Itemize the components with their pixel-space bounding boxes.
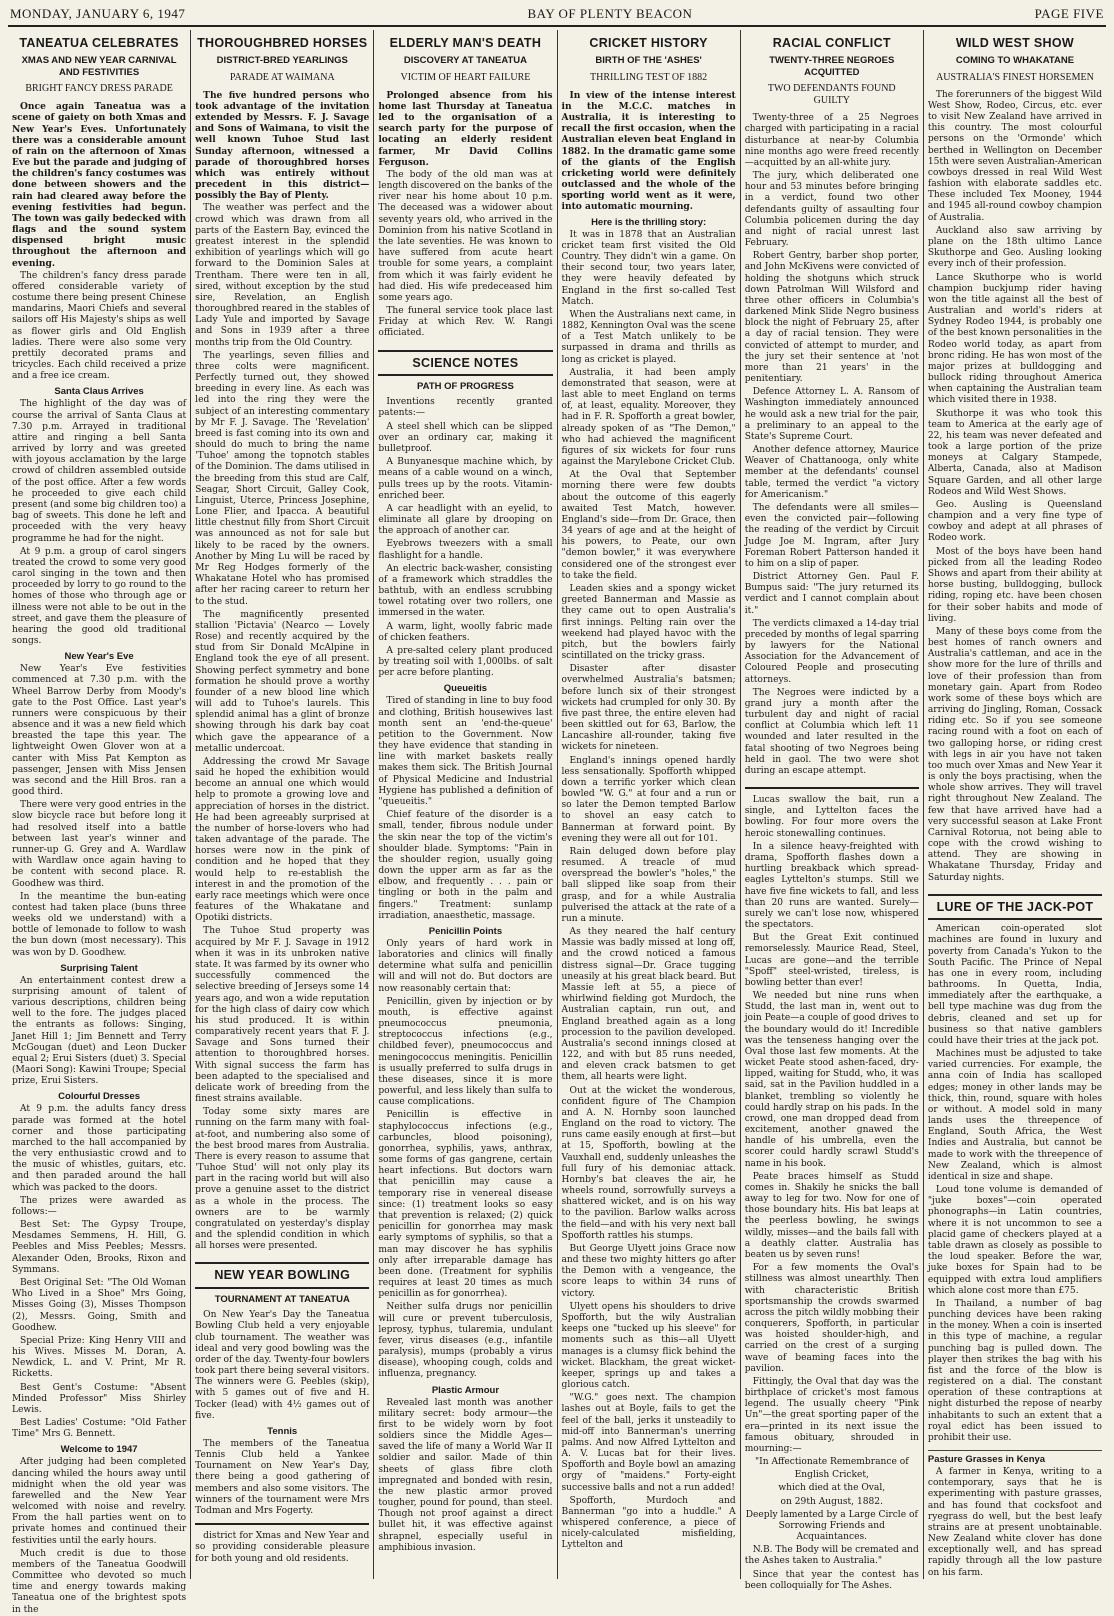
paragraph: Ulyett opens his shoulders to drive Spofforth, but the wily Australian keeps one "tucked up his sleeve" for moments such as this—all Ulyett manages is a clumsy flick behind the wicket. Blackham, the great wicket-keeper, springs up and takes a glorious catch.	[561, 1301, 736, 1391]
obituary-line: N.B. The Body will be cremated and the Ashes taken to Australia."	[744, 1545, 919, 1567]
lead-paragraph: The five hundred persons who took advantage of the invitation extended by Messrs. F. J. Savage and Sons of Waimana, to visit the well known Tuhoe Stud last Sunday afternoon, witnessed a parade of thoroughbred horses which was entirely without precedent in this district—possibly the Bay of Plenty.	[195, 89, 370, 202]
paragraph: The Tuhoe Stud property was acquired by Mr F. J. Savage in 1912 when it was in its unbroken native state. It was farmed by its owner who successfully commenced the selective breeding of Jerseys some 14 years ago, and won a wide reputation for the high class of dairy cow which his stud produced. It is within comparatively recent years that F. J. Savage and Sons turned their attention to thoroughbred horses. With signal success the farm has been adapted to the specialised and delicate work of breeding from the finest strains available.	[195, 926, 370, 1105]
subheadline-secondary: TWO DEFENDANTS FOUND GUILTY	[767, 83, 896, 107]
paragraph: American coin-operated slot machines are found in luxury and poverty from Canada's Yukon to the South Pacific. The Prince of Nepal has one in every room, including bathrooms. In Quetta, India, immediately after the earthquake, a bell type machine was dug from the debris, cleaned and set up for business so that native gamblers could have their tries at the jack pot.	[927, 924, 1103, 1046]
headline: NEW YEAR BOWLING	[195, 1262, 369, 1288]
paragraph: But George Ulyett joins Grace now and these two mighty hitters go after the Demon with a vengeance, the score leaps to within 34 runs of victory.	[561, 1243, 736, 1299]
lead-paragraph: Prolonged absence from his home last Thursday at Taneatua led to the organisation of a search party for the purpose of locating an elderly resident farmer, Mr David Collins Ferguson.	[378, 89, 553, 168]
columns	[8, 30, 1106, 1615]
headline: LURE OF THE JACK-POT	[928, 894, 1102, 920]
paragraph: The defendants were all smiles—even the convicted pair—following the reading of the verdict by Circuit Judge Joe M. Ingram, after Jury Foreman Robert Patterson handed it to him on a slip of paper.	[744, 503, 919, 569]
paragraph: Robert Gentry, barber shop porter, and John McKivens were convicted of holding the shotguns which struck down Patrolman Will Wilsford and three other officers in Columbia's darkened Mink Slide Negro business block the night of February 25, after a day of racial tension. They were convicted of attempt to murder, and the jury set their sentence at 'not more than 21 years' in the penitentiary.	[744, 251, 919, 385]
paragraph: Skuthorpe it was who took this team to America at the early age of 22, his team was never defeated and took a large portion of the prize moneys at Calgary Stampede, Alberta, Canada, also at Madison Square Garden, and all other large Rodeos and Wild West Shows.	[927, 408, 1103, 497]
subheadline-secondary: AUSTRALIA'S FINEST HORSEMEN	[936, 71, 1094, 83]
paragraph: Geo. Ausling is Queensland champion and a very fine type of cowboy and adept at all phrases of Rodeo work.	[927, 499, 1103, 544]
headline: WILD WEST SHOW	[955, 36, 1074, 50]
section-heading: Plastic Armour	[431, 1384, 500, 1396]
paragraph: A farmer in Kenya, writing to a contemporary, says that he is experimenting with pasture grasses, and has found that cocksfoot and ryegrass do well, but the best leafy strains are at present unobtainable. New Zealand white clover has done exceptionally well, and has spread rapidly through all the low pasture on his farm.	[927, 1467, 1103, 1578]
story-elderly-mans-death	[378, 36, 552, 340]
column-1	[8, 30, 191, 1615]
story-taneatua-celebrates	[12, 36, 186, 1616]
subheadline: BIRTH OF THE 'ASHES'	[595, 55, 702, 67]
subheadline-secondary: VICTIM OF HEART FAILURE	[400, 71, 531, 83]
subheadline: TWENTY-THREE NEGROES ACQUITTED	[769, 55, 895, 78]
story-cricket-history	[562, 36, 736, 1552]
paragraph: In the meantime the bun-eating contest had taken place (buns three weeks old we understand) with a bottle of lemonade to follow to wash the bun down (most necessary). This was won by D. Goodhew.	[12, 891, 187, 958]
paragraph: Best Gent's Costume: "Absent Minded Professor" Miss Shirley Lewis.	[12, 1382, 187, 1415]
paragraph: Penicillin is effective in staphylococcus infections (e.g., carbuncles, blood poisoning), gonorrhea, syphilis, yaws, anthrax, some forms of gas gangrene, certain heart infections. But doctors warn that penicillin may cause a temporary rise in venereal disease since: (1) treatment looks so easy that prevention is relaxed; (2) quick penicillin for gonorrhea may mask early symptoms of syphilis, so that a man may discover he has syphilis only after irreparable damage has been done. (Treatment for syphilis requires at least 20 times as much penicillin as for gonorrhea).	[378, 1110, 553, 1300]
headline: CRICKET HISTORY	[589, 36, 708, 50]
issue-date: MONDAY, JANUARY 6, 1947	[10, 6, 186, 21]
paragraph: Best Original Set: "The Old Woman Who Lived in a Shoe" Mrs Going, Misses Going (3), Misses Thompson (2), Messrs. Going, Smith and Goodhew.	[12, 1278, 187, 1333]
paragraph: The Negroes were indicted by a grand jury a month after the turbulent day and night of racial conflict at Columbia which left 11 wounded and later resulted in the fatal shooting of two Negroes being held in gaol. The two were shot during an escape attempt.	[744, 687, 919, 776]
paragraph: Another defence attorney, Maurice Weaver of Chattanooga, only white member at the defendants' counsel table, termed the verdict "a victory for Americanism."	[744, 445, 919, 500]
subheadline-secondary: PARADE AT WAIMANA	[229, 71, 335, 83]
paragraph: An entertainment contest drew a surprising amount of talent of various descriptions, children being well to the fore. The judges placed the entrants as follows: Singing, Janet Hill 1; Jim Bennett and Terry McGougan (duet) and Leon Ducker equal 2; Erui Sisters (duet) 3. Special (Maori Song): Kawini Troupe; Special prize, Erui Sisters.	[12, 975, 187, 1087]
paragraph: After judging had been completed dancing whiled the hours away until midnight when the old year was farewelled and the New Year welcomed with noise and revelry. From the hall parties went on to private homes and continued their festivities until the early hours.	[12, 1457, 187, 1546]
paragraph: There were very good entries in the slow bicycle race but before long it had resolved itself into a battle between last year's winner and runner-up G. Grey and A. Wardlaw with Wardlaw once again having to be content with second place. R. Goodhew was third.	[12, 800, 187, 889]
paragraph: For a few moments the Oval's stillness was almost unearthly. Then with characteristic British sportsmanship the crowds swarmed across the pitch wildly mobbing their conquerers, Spofforth, in particular was hoisted shoulder-high, and carried on the crest of a surging wave of beaming faces into the pavilion.	[744, 1263, 919, 1374]
paragraph: At 9 p.m. a group of carol singers treated the crowd to some very good carol singing in the town and then proceeded by lorry to go round to the homes of those who through age or illness were not able to be out in the street, and gave them the pleasure of hearing the good old traditional songs.	[12, 546, 187, 647]
paragraph: The magnificently presented stallion 'Pictavia' (Nearco — Lovely Rose) and recently acquired by the stud from Sir Donald McAlpine in England took the eye of all present. Showing perfect symmetry and bone formation he should prove a worthy founder of a new blood line which will add to Tuhoe's laurels. This splendid animal has a glint of bronze showing through his dark bay coat which gave the appearance of a metallic undercoat.	[195, 609, 370, 754]
paragraph: Australia, it had been amply demonstrated that season, were at last able to meet England on terms of, at least, equality. Moreover, they had in F. R. Spofforth a great bowler, already spoken of as "The Demon," who had achieved the magnificent figures of six wickets for four runs against the Marylebone Cricket Club.	[561, 367, 736, 468]
paragraph: In Thailand, a number of bag punching devices have been raking in the money. When a coin is inserted in this type of machine, a regular punching bag is pulled down. The player then strikes the bag with his fist and the force of the blow is registered on a dial. The constant operation of these contraptions at night disturbed the repose of nearby inhabitants to such an extent that a royal edict has been issued to prohibit their use.	[927, 1298, 1103, 1443]
paragraph: In a silence heavy-freighted with drama, Spofforth flashes down a hurtling breakback which spread-eagles Lyttelton's stumps. Still we have five fine wickets to fall, and less than 20 runs are wanted. Surely—surely we can't lose now, whispered the spectators.	[744, 841, 919, 931]
paragraph: Since that year the contest has been colloquially for The Ashes.	[744, 1569, 919, 1591]
paragraph: At the Oval that September morning there were few doubts about the outcome of this eagerly awaited Test Match, however. England's side—from Dr. Grace, then 34 years of age and at the height of his powers, to Peate, our own "demon bowler," it was everywhere considered one of the strongest ever to take the field.	[561, 470, 736, 581]
headline: ELDERLY MAN'S DEATH	[389, 36, 542, 50]
paper-title: BAY OF PLENTY BEACON	[527, 6, 693, 21]
paragraph: Special Prize: King Henry VIII and his Wives. Misses M. Doran, A. Newdick, L. and V. Print, Mr R. Ricketts.	[12, 1335, 187, 1380]
paragraph: The yearlings, seven fillies and three colts were magnificent. Perfectly turned out, they showed breeding in every line. As each was led into the ring they were the subject of an interesting commentary by Mr F. J. Savage. The 'Revelation' breed is fast coming into its own and should do much to bring the name 'Tuhoe' among the topnotch stables of the Dominion. The dams utilised in the breeding from this stud are Calf, Seagar, Short Circuit, Galley Cook, Linguist, Uterce, Princess Josephine, Lone Flier, and Ipacca. A beautiful little chestnut filly from Short Circuit was announced as not for sale but likely to be raced by the owners. Another by Ming Lu will be raced by Mr Reg Hodges formerly of the Whakatane Hotel who has promised after her racing career to return her to the stud.	[195, 350, 370, 607]
paragraph: Lance Skuthorpe who is world champion buckjump rider having won the title against all the best of Australian and world's riders at Sydney Rodeo 1944, is probably one of the best known personalities in the Rodeo world today, as apart from bronc riding. He has won most of the major prizes at bulldogging and bullock riding throughout America when captaining the Australian team which visited there in 1938.	[927, 272, 1103, 406]
divider	[195, 1523, 369, 1525]
paragraph: Many of these boys come from the best homes of ranch owners and Australia's cattleman, and ace in the show more for the lure of thrills and love of their profession than from monetary gain. Apart from Rodeo work some of these boys which are arriving do Jingling, Roman, Cossack riding etc. So if you see someone racing round with a foot on each of two galloping horse, or riding crest with legs in air you have not taken too much over Xmas and New Year it is only the boys practising, when the whole show arrives. They will travel right throughout New Zealand. The few that have arrived have had a very successful season at Lake Front Carnival Rotorua, not being able to cope with the crowd wishing to attend. They are showing in Whakatane Thursday, Friday and Saturday nights.	[927, 626, 1103, 883]
subheadline: DISTRICT-BRED YEARLINGS	[216, 55, 348, 67]
continued-paragraph: district for Xmas and New Year and so providing considerable pleasure for both young and old residents.	[195, 1531, 370, 1564]
story-wild-west-show	[928, 36, 1102, 884]
paragraph: Revealed last month was another military secret: body armour—the first to be widely worn by foot soldiers since the Middle Ages—saved the life of many a World War II soldier and sailor. Made of thin sheets of glass fibre cloth impregnated and bonded with resin, the new plastic armor proved tougher, pound for pound, than steel. Though not proof against a direct bullet hit, it was effective against shrapnel, especially useful in amphibious invasion.	[378, 1397, 553, 1553]
paragraph: The members of the Taneatua Tennis Club held a Yankee Tournament on New Year's Day, there being a good gathering of members and also some visitors. The winners of the tournament were Mrs Todman and Mrs Fogerty.	[195, 1438, 370, 1516]
obituary-line: Deeply lamented by a Large Circle of Sorrowing Friends and Acquaintances.	[745, 1509, 918, 1543]
paragraph: Best Set: The Gypsy Troupe, Mesdames Semmens, H. Hill, G. Peebles and Miss Peebles; Messrs. Alexander Oden, Brooks, Rixon and Symmans.	[12, 1220, 187, 1275]
paragraph: District Attorney Gen. Paul F. Bumpus said: "The jury returned its verdict and I cannot complain about it."	[744, 572, 919, 616]
paragraph: The children's fancy dress parade offered considerable variety of costume there being present Chinese mandarins, Maori Chiefs and several sailors off His Majesty's ships as well as flower girls and Old English ladies. There were also some very prettily decorated prams and tricycles. Each child received a prize and a free ice cream.	[12, 270, 187, 382]
section-heading: Welcome to 1947	[60, 1444, 138, 1456]
paragraph: Much credit is due to those members of the Taneatua Goodwill Committee who devoted so much time and energy towards making Taneatua one of the brightest spots in the	[12, 1548, 187, 1615]
lead-paragraph: Once again Taneatua was a scene of gaiety on both Xmas and New Year's Eves. Unfortunately there was a considerable amount of rain on the afternoon of Xmas Eve but the parade and judging of the children's fancy costumes was done between showers and the rain had cleared away before the evening festivities had begun. The town was gaily bedecked with flags and the sound system dispensed bright music throughout the afternoon and evening.	[12, 101, 187, 269]
paragraph: When the Australians next came, in 1882, Kennington Oval was the scene of a Test Match unlikely to be surpassed in drama and thrills as long as cricket is played.	[561, 309, 736, 365]
story-lure-of-the-jack-pot	[928, 894, 1102, 1579]
paragraph: A car headlight with an eyelid, to eliminate all glare by drooping on the approach of another car.	[378, 503, 553, 537]
paragraph: A warm, light, woolly fabric made of chicken feathers.	[378, 621, 553, 643]
paragraph: Tired of standing in line to buy food and clothing, British housewives last month sent an 'end-the-queue' petition to the Government. Now they have evidence that standing in line with market baskets really makes them sick. The British Journal of Physical Medicine and Industrial Hygiene has published a definition of "queueitis."	[378, 696, 553, 807]
subheadline: COMING TO WHAKATANE	[955, 55, 1075, 67]
story-cricket-continued	[745, 795, 919, 1592]
column-6	[924, 30, 1106, 1579]
story-racial-conflict	[745, 36, 919, 777]
paragraph: Fittingly, the Oval that day was the birthplace of cricket's most famous legend. The usually cheery "Pink Un"—the great sporting paper of the era—printed in its next issue the famous obituary, shrouded in mourning:—	[744, 1376, 919, 1454]
section-heading: Here is the thrilling story:	[591, 216, 707, 228]
section-heading: Colourful Dresses	[58, 1091, 140, 1103]
paragraph: Peate braces himself as Studd comes in. Shakily he snicks the ball away to leg for two. Now for one of those boundary hits. His bat leaps at the peerless bowling, he swings wildly, misses—and the bails fall with a deathly clatter. Australia has beaten us by seven runs!	[744, 1171, 919, 1260]
paragraph: Today some sixty mares are running on the farm many with foal-at-foot, and numbering also some of the best brood mares from Australia. There is every reason to assume that 'Tuhoe Stud' will not only play its part in the racing world but will also prove a genuine asset to the district as a whole in the process. The owners are to be warmly congratulated on yesterday's display and the splendid condition in which all horses were presented.	[195, 1107, 370, 1252]
page-number: PAGE FIVE	[1034, 6, 1104, 21]
paragraph: Loud tone volume is demanded of "juke boxes"—coin operated phonographs—in Latin countries, where it is not uncommon to see a placid game of checkers played at a table drawn as closely as possible to the loud speaker. Before the war, juke boxes for Spain had to be equipped with extra loud amplifiers which alone cost more than £75.	[927, 1185, 1103, 1296]
paragraph: Rain deluged down before play resumed. A treacle of mud overspread the bowler's "holes," the ball slipped like soap from their grasp, and for a while Australia pulverised the attack at the rate of a run a minute.	[561, 846, 736, 924]
story-science-notes	[378, 350, 552, 1554]
paragraph: But the Great Exit continued remorselessly. Maurice Read, Steel, Lucas are gone—and the terrible "Spoff" steel-wristed, tireless, is bowling better than ever!	[744, 933, 919, 988]
paragraph: The weather was perfect and the crowd which was drawn from all parts of the Eastern Bay, evinced the greatest interest in the splendid exhibition of yearlings which will go forward to the Dominion Sales at Trentham. There were ten in all, sired, without exception by the stud sire, Revelation, an English thoroughbred reared in the stables of Lady Yule and imported by Savage and Sons in 1939 after a three months trip from the Old Country.	[195, 203, 370, 348]
subheadline: DISCOVERY AT TANEATUA	[403, 55, 527, 67]
paragraph: Twenty-three of a 25 Negroes charged with participating in a racial disturbance at near-by Columbia nine months ago were freed recently—acquitted by an all-white jury.	[744, 113, 919, 168]
column-2	[191, 30, 374, 1579]
section-heading: Penicillin Points	[428, 925, 503, 937]
subheadline: PATH OF PROGRESS	[417, 380, 514, 392]
paragraph: The funeral service took place last Friday at which Rev. W. Rangi officiated.	[378, 306, 553, 339]
paragraph: Addressing the crowd Mr Savage said he hoped the exhibition would become an annual one which would help to promote a growing love and appreciation of horses in the district. He had been agreeably surprised at the number of horse-lovers who had taken advantage of the parade. The horses were now in the pink of condition and he hoped that they would help to re-establish the interest in and the promotion of the early race meetings which were once features of the Whakatane and Opotiki districts.	[195, 756, 370, 924]
subheadline: XMAS AND NEW YEAR CARNIVAL AND FESTIVITIES	[21, 55, 177, 78]
headline: TANEATUA CELEBRATES	[19, 36, 179, 50]
paragraph: It was in 1878 that an Australian cricket team first visited the Old Country. They didn't win a game. On their second tour, two years later, they were heavily defeated by England in the first so-called Test Match.	[561, 229, 736, 307]
paragraph: Inventions recently granted patents:—	[378, 397, 553, 419]
paragraph: Leaden skies and a spongy wicket greeted Bannerman and Massie as they came out to open Australia's first innings. Pelting rain over the weekend had played havoc with the pitch, but the bowlers fairly scintillated on the tricky grass.	[561, 583, 736, 662]
obituary-line: which died at the Oval,	[778, 1483, 886, 1494]
paragraph: Most of the boys have been hand picked from all the leading Rodeo Shows and apart from their ability at horse busting, bulldogging, bullock riding, roping etc. have been chosen for their sober habits and mode of living.	[927, 546, 1103, 624]
column-3	[374, 30, 557, 1579]
section-heading: Queueitis	[443, 683, 488, 695]
section-heading: Santa Claus Arrives	[54, 386, 144, 398]
column-5	[741, 30, 924, 1591]
section-heading: Tennis	[267, 1425, 298, 1437]
paragraph: England's innings opened hardly less sensationally. Spofforth whipped down a terrific yorker which clean bowled "W. G." at four and a run or so later the Demon tempted Barlow to shovel an easy catch to Bannerman at forward point. By evening they were all out for 101.	[561, 755, 736, 844]
section-heading: New Year's Eve	[64, 651, 134, 663]
paragraph: A steel shell which can be slipped over an ordinary car, making it bulletproof.	[378, 421, 553, 454]
paragraph: The forerunners of the biggest Wild West Show, Rodeo, Circus, etc. ever to visit New Zealand have arrived in this country. The most colourful persons on the 'Ormonde' which berthed in Wellington on December 15th were seven Australian-American cowboys dressed in real Wild West fashion with elaborate saddles etc. These included Tex Mooney, 1944 and 1945 all-round cowboy champion of Australia.	[927, 89, 1103, 223]
obituary-line: on 29th August, 1882.	[780, 1496, 883, 1507]
paragraph: On New Year's Day the Taneatua Bowling Club held a very enjoyable club tournament. The weather was ideal and very good bowling was the order of the day. Twenty-four bowlers took part there being several visitors. The winners were G. Peebles (skip), with 5 games out of five and H. Tocker (lead) with 4½ games out of five.	[195, 1310, 370, 1421]
obituary-line: "In Affectionate Remembrance of	[754, 1457, 909, 1468]
section-heading: Pasture Grasses in Kenya	[928, 1450, 1102, 1465]
column-4	[558, 30, 741, 1579]
obituary-line: English Cricket,	[794, 1470, 869, 1481]
paragraph: As they neared the half century Massie was badly missed at long off, and the crowd noticed a famous distress signal—Dr. Grace tugging uneasily at his great black beard. But Massie left at 55, a piece of whirlwind fielding got Murdoch, the Australian captain, run out, and England breathed again as a long procession to the pavilion developed. Australia's second innings closed at 122, and with but 85 runs needed, and eleven crack batsmen to get them, all hearts were light.	[561, 927, 736, 1083]
paragraph: Defence Attorney L. A. Ransom of Washington immediately announced he would ask a new trial for the pair, a preliminary to an appeal to the State's Supreme Court.	[744, 387, 919, 442]
paragraph: The prizes were awarded as follows:—	[12, 1195, 187, 1217]
divider	[745, 787, 919, 789]
masthead	[8, 6, 1106, 27]
headline: RACIAL CONFLICT	[772, 36, 891, 50]
paragraph: The body of the old man was at length discovered on the banks of the river near his home about 10 p.m. The deceased was a widower about seventy years old, who arrived in the Dominion from his native Scotland in the late seventies. He was known to have suffered from acute heart trouble for some years, a complaint from which it was fairly evident he had died. His wife predeceased him some years ago.	[378, 169, 553, 303]
subheadline-secondary: BRIGHT FANCY DRESS PARADE	[25, 83, 173, 95]
subheadline: TOURNAMENT AT TANEATUA	[214, 1293, 350, 1305]
paragraph: Best Ladies' Costume: "Old Father Time" Mrs G. Bennett.	[12, 1418, 187, 1440]
paragraph: "W.G." goes next. The champion lashes out at Boyle, fails to get the feel of the ball, jerks it unsteadily to mid-off into Bannerman's unerring palms. And now Alfred Lyttelton and A. V. Lucas bat for their lives. Spofforth and Boyle bowl an amazing orgy of "maidens." Forty-eight successive balls and not a run added!	[561, 1393, 736, 1493]
lead-paragraph: In view of the intense interest in the M.C.C. matches in Australia, it is interesting to recall the first occasion, when the Australian eleven beat England in 1882. In the dramatic game some of the giants of the English cricketing world were definitely outclassed and the whole of the sporting world went as it were, into automatic mourning.	[561, 89, 736, 213]
paragraph: Machines must be adjusted to take varied currencies. For example, the anna coin of India has scalloped edges; money in other lands may be thick, thin, round, square with holes or without. A model sold in many lands uses the threepence of England, South Africa, the West Indies and Australia, but cannot be made to work with the threepence of New Zealand, which is almost identical in size and shape.	[927, 1049, 1103, 1182]
paragraph: Spofforth, Murdoch and Bannerman "go into a huddle." A whispered conference, a piece of nicely-calculated misfielding, Lyttelton and	[561, 1495, 736, 1551]
paragraph: Auckland also saw arriving by plane on the 18th ultimo Lance Skuthorpe and Geo. Ausling looking every inch of their profession.	[927, 225, 1103, 270]
paragraph: Neither sulfa drugs nor penicillin will cure or prevent tuberculosis, leprosy, typhus, tularemia, undulant fever, virus diseases (e.g., infantile paralysis), mumps (probably a virus disease), whooping cough, colds and influenza, pregnancy.	[378, 1302, 553, 1380]
paragraph: A Bunyanesque machine which, by means of a cable wound on a winch, pulls trees up by the roots. Vitamin-enriched beer.	[378, 457, 553, 501]
paragraph: An electric back-washer, consisting of a framework which straddles the bathtub, with an endless scrubbing towel rotating over two rollers, one immersed in the water.	[378, 563, 553, 619]
subheadline-secondary: THRILLING TEST OF 1882	[590, 71, 708, 83]
paragraph: Disaster after disaster overwhelmed Australia's batsmen; before lunch six of their strongest wickets had crumpled for only 30. By five past three, the entire eleven had been skittled out for 63, Barlow, the Lancashire all-rounder, taking five wickets for nineteen.	[561, 664, 736, 753]
paragraph: Lucas swallow the bait, run a single, and Lyttelton faces the bowling. For four more overs the heroic stonewalling continues.	[744, 795, 919, 839]
section-heading: Surprising Talent	[60, 962, 138, 974]
story-new-year-bowling	[195, 1262, 369, 1564]
story-thoroughbred-horses	[195, 36, 369, 1252]
headline: SCIENCE NOTES	[378, 350, 552, 376]
paragraph: Penicillin, given by injection or by mouth, is effective against pneumococcus pneumonia, streptococcus infections (e.g., childbed fever), pneumococcus and meningococcus meningitis. Penicillin is usually preferred to sulfa drugs in these diseases, since it is more powerful, and less likely than sulfa to cause complications.	[378, 996, 553, 1108]
paragraph: Only years of hard work in laboratories and clinics will finally determine what sulfa and penicillin will and will not do. But doctors are now reasonably certain that:	[378, 938, 553, 994]
paragraph: The verdicts climaxed a 14-day trial preceded by months of legal sparring by lawyers for the National Association for the Advancement of Coloured People and prosecuting attorneys.	[744, 618, 919, 685]
paragraph: A pre-salted celery plant produced by treating soil with 1,000lbs. of salt per acre before planting.	[378, 645, 553, 679]
paragraph: The highlight of the day was of course the arrival of Santa Claus at 7.30 p.m. Arrayed in traditional attire and ringing a bell Santa arrived by lorry and was greeted with joyous acclamation by the large crowd of children assembled outside of the post office. After a few words he proceeded to give each child present (and some big children too) a bag of sweets. This done he left and proceeded with the very heavy programme he had for the night.	[12, 399, 187, 544]
headline: THOROUGHBRED HORSES	[197, 36, 368, 50]
paragraph: At 9 p.m. the adults fancy dress parade was formed at the hotel corner and those participating marched to the hall accompanied by the very enthusiastic crowd and to the music of whistles, guitars, etc. and then paraded around the hall which was packed to the doors.	[12, 1104, 187, 1193]
paragraph: We needed but nine runs when Studd, the last man in, went out to join Peate—a couple of good drives to the boundary would do it! Incredible was the tenseness hanging over the Oval those last few moments. At the wicket Peate stood ashen-faced, dry-lipped, waiting for Studd, who, it was said, sat in the Pavilion huddled in a blanket, trembling so violently he could hardly strap on his pads. In the crowd, one man dropped dead from excitement, another gnawed the handle of his umbrella, even the scorer could hardly scrawl Studd's name in his book.	[744, 991, 919, 1169]
paragraph: Eyebrows tweezers with a small flashlight for a handle.	[378, 539, 553, 561]
paragraph: Chief feature of the disorder is a small, tender, fibrous nodule under the skin near the top of the victim's shoulder blade. Symptoms: "Pain in the shoulder region, usually going down the upper arm as far as the elbow, and frequently . . . pain or tingling or both in the palm and fingers." Treatment: sunlamp irradiation, anaesthetic, massage.	[378, 810, 553, 921]
paragraph: New Year's Eve festivities commenced at 7.30 p.m. with the Wheel Barrow Derby from Moody's gate to the Post Office. Last year's runners were conspicuous by their absence and it was a new field which breasted the tape this year. The lightweight Owen Glover won at a canter with Miss Pat Kempton as passenger, Jensen with Miss Jensen was second and the Hill Bros. ran a good third.	[12, 664, 187, 798]
paragraph: Out at the wicket the wonderous, confident figure of The Champion and A. N. Hornby soon launched England on the road to victory. The runs came easily enough at first—but at 15, Spofforth, bowling at the Vauxhall end, suddenly unleashes the full fury of his demoniac attack. Hornby's bat cleaves the air, he wheels round, sorrowfully surveys a shattered wicket, and is on his way to the pavilion. Barlow walks across the field—and with his very next ball Spofforth rattles his stumps.	[561, 1085, 736, 1241]
paragraph: The jury, which deliberated one hour and 53 minutes before bringing in a verdict, found two other defendants guilty of assaulting four Columbia policemen during the day and night of racial unrest last February.	[744, 171, 919, 249]
